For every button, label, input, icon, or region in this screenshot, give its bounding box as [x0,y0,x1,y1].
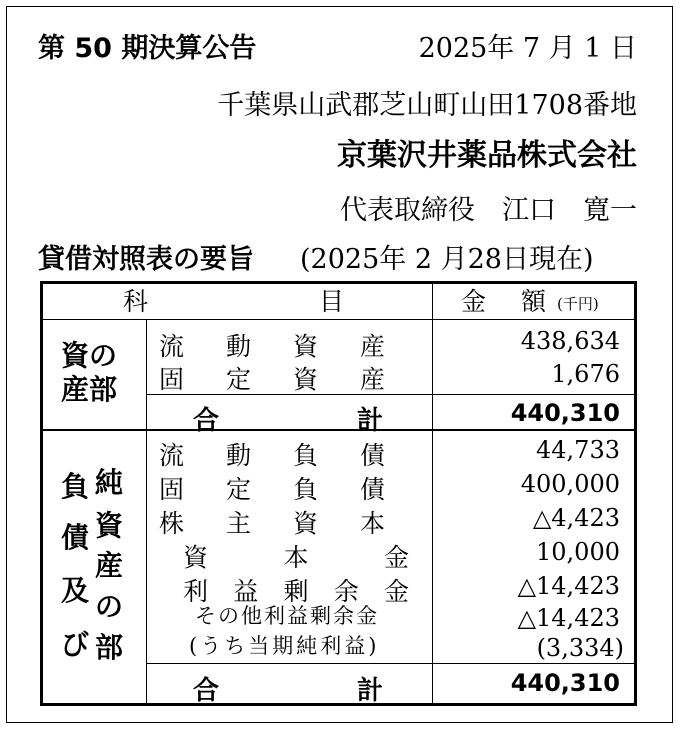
liab-group-col2-1: 資 [95,509,124,542]
liab-group-col1-2: 及 [61,574,90,607]
liab-row-current: 流 動 負 債 [159,441,385,470]
balance-sheet-table [40,281,637,706]
balance-sheet-title: 貸借対照表の要旨 [38,244,254,275]
header-amount-2: 額 [521,287,547,316]
equity-value-net-income: (3,334) [536,634,624,662]
header-unit: (千円) [557,295,599,313]
header-item-1: 科 [123,287,149,316]
column-divider [432,284,433,703]
notice-title: 第 50 期決算公告 [38,33,257,64]
equity-value-retained: △14,423 [517,572,620,600]
liab-group-col2-0: 純 [95,466,124,499]
representative: 代表取締役 江口 寛一 [340,195,637,226]
equity-value-capital: 10,000 [536,538,620,566]
liab-group-col2-3: の [95,590,124,623]
assets-total-row: 合 計 [193,406,383,436]
assets-value-current: 438,634 [520,327,620,355]
assets-group-label-1: 資の [61,339,118,372]
liab-value-current: 44,733 [536,436,620,464]
assets-total-value: 440,310 [510,399,620,427]
company-address: 千葉県山武郡芝山町山田1708番地 [217,90,637,121]
liab-group-col1-1: 債 [61,521,90,554]
group-divider [146,320,147,703]
assets-group-label-2: 産部 [61,373,118,406]
equity-row-shareholders: 株 主 資 本 [159,509,385,538]
liab-total-row: 合 計 [193,676,383,706]
liab-row-fixed: 固 定 負 債 [159,475,385,504]
header-item-2: 目 [319,287,345,316]
equity-value-shareholders: △4,423 [532,504,620,532]
liab-total-value: 440,310 [510,669,620,697]
equity-row-retained: 利 益 剰 余 金 [183,577,409,606]
liabilities-total-divider [147,663,634,664]
equity-value-other-retained: △14,423 [517,604,620,632]
equity-row-other-retained: その他利益剰余金 [195,604,379,628]
balance-sheet-date: (2025年 2 月28日現在) [300,244,594,275]
liab-group-col2-2: 産 [95,549,124,582]
notice-date: 2025年 7 月 1 日 [418,33,637,64]
company-name: 京葉沢井薬品株式会社 [337,138,637,173]
liab-group-col1-0: 負 [61,470,90,503]
equity-row-net-income: (うち当期純利益) [189,634,380,658]
header-amount-1: 金 [461,287,487,316]
assets-row-fixed: 固 定 資 産 [159,365,385,394]
assets-value-fixed: 1,676 [551,360,620,388]
liab-value-fixed: 400,000 [520,470,620,498]
equity-row-capital: 資 本 金 [183,543,409,572]
liab-group-col1-3: び [61,628,90,661]
header-divider [43,319,634,320]
liab-group-col2-4: 部 [95,631,124,664]
assets-row-current: 流 動 資 産 [159,332,385,361]
